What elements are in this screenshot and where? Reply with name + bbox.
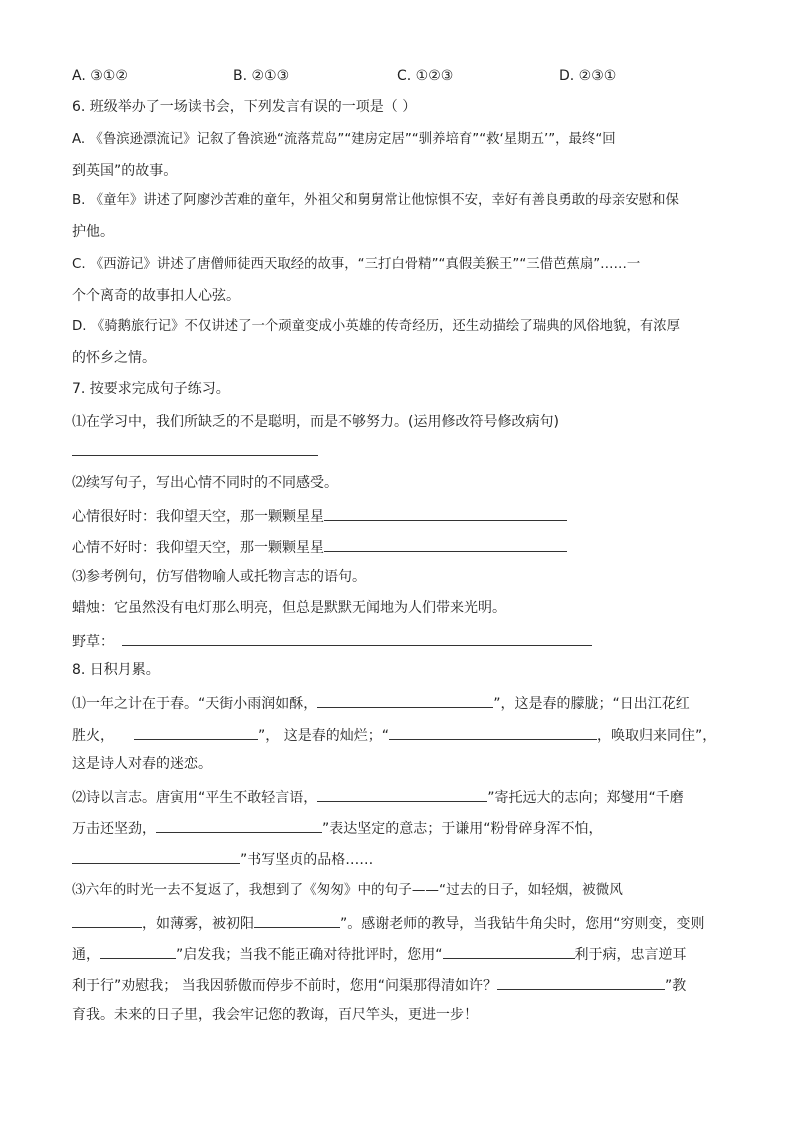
q6-option-c-line1: C. 《西游记》讲述了唐僧师徒西天取经的故事，“三打白骨精”“真假美猴王”“三借芭蕉扇”……一 bbox=[72, 257, 641, 272]
q7-part3: ⑶参考例句，仿写借物喻人或托物言志的语句。 bbox=[72, 569, 366, 585]
q6-option-b-line2: 护他。 bbox=[72, 224, 114, 240]
q7-good-mood-line: 心情很好时：我仰望天空，那一颗颗星星 bbox=[72, 505, 567, 527]
q8-s3-line1: ⑶六年的时光一去不复返了，我想到了《匆匆》中的句子——“过去的日子，如轻烟，被微风 bbox=[72, 882, 623, 898]
q7-part1-answer-line[interactable] bbox=[72, 440, 318, 462]
q8-blank-10[interactable] bbox=[443, 943, 575, 959]
q8-blank-8[interactable] bbox=[254, 912, 340, 928]
q6-option-a-line1: A. 《鲁滨逊漂流记》记叙了鲁滨逊“流落荒岛”“建房定居”“驯养培育”“救‘星期五’”，最终“回 bbox=[72, 132, 616, 147]
q7-good-mood-blank[interactable] bbox=[324, 505, 567, 521]
q8-s2-line2: 万击还坚劲， ”表达坚定的意志；于谦用“粉骨碎身浑不怕， bbox=[72, 817, 603, 839]
q6-stem: 6. 班级举办了一场读书会，下列发言有误的一项是（ ） bbox=[72, 99, 417, 115]
q5-option-b: B. ②①③ bbox=[233, 68, 290, 84]
q8-s1-line2: 胜火， ”， 这是春的灿烂；“ ，唤取归来同住”， bbox=[72, 724, 716, 746]
q6-option-d-line2: 的怀乡之情。 bbox=[72, 350, 156, 366]
q5-option-c: C. ①②③ bbox=[397, 68, 454, 84]
q7-stem: 7. 按要求完成句子练习。 bbox=[72, 381, 230, 397]
q8-blank-6[interactable] bbox=[72, 848, 240, 864]
q8-s2-line3: ”书写坚贞的品格…… bbox=[72, 848, 373, 870]
q8-blank-4[interactable] bbox=[317, 786, 487, 802]
q5-option-a: A. ③①② bbox=[72, 68, 128, 84]
q8-blank-1[interactable] bbox=[317, 692, 493, 708]
q7-part1: ⑴在学习中，我们所缺乏的不是聪明，而是不够努力。(运用修改符号修改病句) bbox=[72, 414, 559, 430]
q8-blank-2[interactable] bbox=[134, 724, 258, 740]
q8-s1-line1: ⑴一年之计在于春。“天街小雨润如酥， ”，这是春的朦胧；“日出江花红 bbox=[72, 692, 690, 714]
q8-blank-3[interactable] bbox=[389, 724, 597, 740]
q6-option-b-line1: B. 《童年》讲述了阿廖沙苦难的童年，外祖父和舅舅常让他惊惧不安，幸好有善良勇敢的母亲安慰和保 bbox=[72, 193, 679, 208]
q6-option-a-line2: 到英国”的故事。 bbox=[72, 163, 178, 179]
q8-blank-7[interactable] bbox=[72, 912, 142, 928]
q7-grass-blank[interactable] bbox=[122, 630, 592, 646]
q6-option-c-line2: 个个离奇的故事扣人心弦。 bbox=[72, 288, 240, 304]
q7-grass-line: 野草： bbox=[72, 630, 592, 652]
q8-s3-line3: 通， ”启发我；当我不能正确对待批评时，您用“ 利于病，忠言逆耳 bbox=[72, 943, 687, 965]
q6-option-d-line1: D. 《骑鹅旅行记》不仅讲述了一个顽童变成小英雄的传奇经历，还生动描绘了瑞典的风俗地貌，有浓厚 bbox=[72, 319, 681, 334]
q8-blank-11[interactable] bbox=[497, 974, 665, 990]
q8-s3-line5: 育我。未来的日子里，我会牢记您的教诲，百尺竿头，更进一步！ bbox=[72, 1007, 478, 1023]
q7-bad-mood-line: 心情不好时：我仰望天空，那一颗颗星星 bbox=[72, 536, 567, 558]
q8-s3-line2: ，如薄雾，被初阳 ”。感谢老师的教导，当我钻牛角尖时，您用“穷则变，变则 bbox=[72, 912, 705, 934]
q8-stem: 8. 日积月累。 bbox=[72, 662, 160, 678]
q8-blank-9[interactable] bbox=[100, 943, 176, 959]
q8-s2-line1: ⑵诗以言志。唐寅用“平生不敢轻言语， ”寄托远大的志向；郑燮用“千磨 bbox=[72, 786, 684, 808]
q5-option-d: D. ②③① bbox=[559, 68, 617, 84]
q8-s3-line4: 利于行”劝慰我； 当我因骄傲而停步不前时，您用“问渠那得清如许？ ”教 bbox=[72, 974, 686, 996]
q7-bad-mood-blank[interactable] bbox=[324, 536, 567, 552]
q7-example: 蜡烛：它虽然没有电灯那么明亮，但总是默默无闻地为人们带来光明。 bbox=[72, 600, 506, 616]
q8-s1-line3: 这是诗人对春的迷恋。 bbox=[72, 756, 212, 772]
q8-blank-5[interactable] bbox=[156, 817, 322, 833]
q7-part2: ⑵续写句子，写出心情不同时的不同感受。 bbox=[72, 475, 338, 491]
